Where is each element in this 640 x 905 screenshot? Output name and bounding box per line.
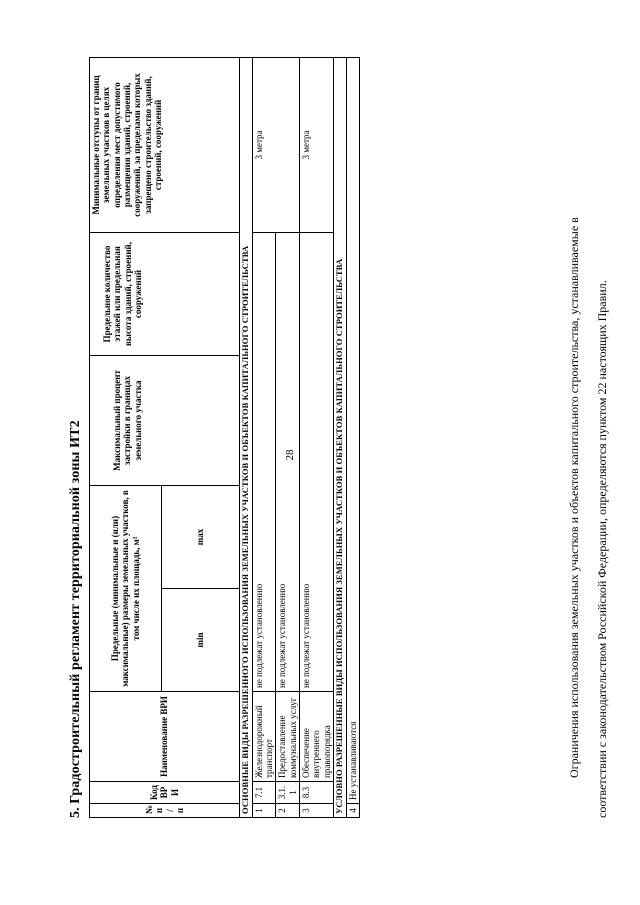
footer-line-1: Ограничения использования земельных участков и объектов капитального строительства, устанавливаемые в [567,217,581,778]
row-limits: не подлежат установлению [252,232,276,691]
row-setback: 3 метра [252,57,299,232]
section-main-label: ОСНОВНЫЕ ВИДЫ РАЗРЕШЕННОГО ИСПОЛЬЗОВАНИЯ ЗЕМЕЛЬНЫХ УЧАСТКОВ И ОБЪЕКТОВ КАПИТАЛЬНОГО СТРОИТЕЛЬСТВА [240,57,253,817]
row-setback: 3 метра [300,57,334,232]
section-title: 5. Градостроительный регламент территориальной зоны ИТ2 [68,420,83,818]
row-num: 4 [346,804,359,818]
row-text: Не устанавливаются [346,57,359,803]
row-num: 1 [252,804,276,818]
section-row-main [240,57,253,817]
header-num: № п/п [90,804,240,818]
row-name: Железнодорожный транспорт [252,692,276,782]
header-min: min [162,589,240,692]
row-code: 3.1.1 [276,782,300,804]
section-conditional-label: УСЛОВНО РАЗРЕШЕННЫЕ ВИДЫ ИСПОЛЬЗОВАНИЯ ЗЕМЕЛЬНЫХ УЧАСТКОВ И ОБЪЕКТОВ КАПИТАЛЬНОГО СТРОИТЕЛЬСТВА [334,57,347,817]
table-row [252,57,276,817]
table-row [300,57,334,817]
header-coverage: Максимальный процент застройки в границах земельного участка [90,355,240,485]
row-code: 8.3 [300,782,334,804]
header-setbacks: Минимальные отступы от границ земельных участков в целях определения мест допустимого размещения зданий, строений, сооружений, за пределами которых запрещено строительство зданий, строений, сооружений [90,57,240,232]
footer-paragraph [560,58,616,818]
row-name: Обеспечение внутреннего правопорядка [300,692,334,782]
header-code: Код ВРИ [90,782,240,804]
header-floors: Предельное количество этажей или предельная высота зданий, строений, сооружений [90,232,240,355]
table-row [346,57,359,817]
row-limits: не подлежат установлению [300,232,334,691]
page-number: 28 [284,449,296,461]
table-header-row [90,57,162,817]
header-name: Наименование ВРИ [90,692,240,782]
row-limits: не подлежат установлению [276,232,300,691]
row-num: 3 [300,804,334,818]
row-code: 7.1 [252,782,276,804]
row-num: 2 [276,804,300,818]
section-row-conditional [334,57,347,817]
header-max: max [162,485,240,588]
row-name: Предоставление коммунальных услуг [276,692,300,782]
regulation-table [89,57,360,818]
header-size: Предельные (минимальные и (или) максимальные) размеры земельных участков, в том числе их площадь, м² [90,485,162,691]
footer-line-2: соответствии с законодательством Российской Федерации, определяются пунктом 22 настоящих Правил. [595,280,609,818]
